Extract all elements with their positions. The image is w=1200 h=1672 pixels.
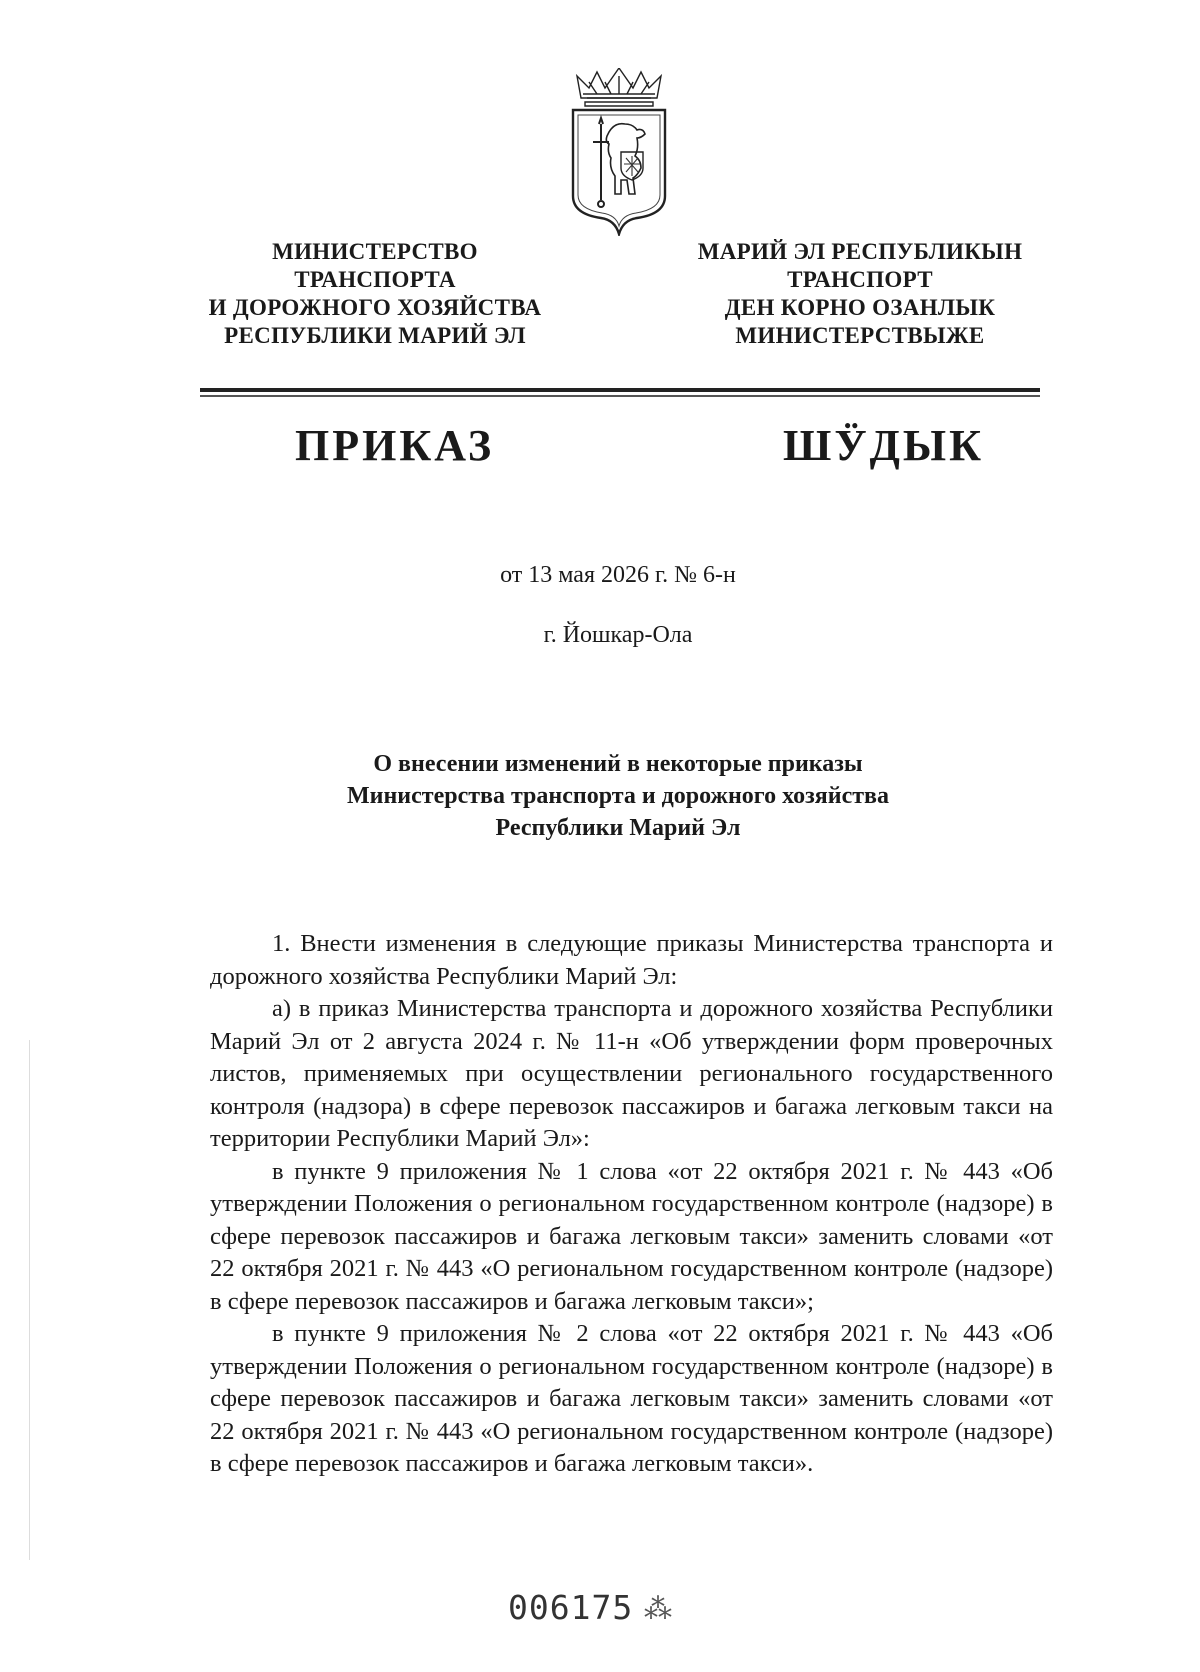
ministry-name-line: РЕСПУБЛИКИ МАРИЙ ЭЛ bbox=[224, 323, 526, 348]
ministry-name-line: ДЕН КОРНО ОЗАНЛЫК bbox=[724, 295, 996, 320]
header-divider-thick bbox=[200, 388, 1040, 392]
body-paragraph: в пункте 9 приложения № 1 слова «от 22 октября 2021 г. № 443 «Об утверждении Положения о региональном государственном контроле (надзоре) в сфере перевозок пассажиров и багажа легковым такси» заменить словами «от 22 октября 2021 г. № 443 «О региональном государственном контроле (надзоре) в сфере перевозок пассажиров и багажа легковым такси»; bbox=[210, 1157, 1053, 1315]
document-title bbox=[0, 748, 1200, 844]
ministry-name-line: МИНИСТЕРСТВО bbox=[272, 239, 478, 264]
ministry-name-line: ТРАНСПОРТ bbox=[787, 267, 933, 292]
order-word-mari: ШӰДЫК bbox=[783, 421, 984, 470]
coat-of-arms-icon bbox=[567, 68, 671, 236]
ministry-name-mari bbox=[655, 238, 1065, 350]
serial-number: 006175 bbox=[508, 1588, 634, 1627]
body-paragraph: в пункте 9 приложения № 2 слова «от 22 октября 2021 г. № 443 «Об утверждении Положения о региональном государственном контроле (надзоре) в сфере перевозок пассажиров и багажа легковым такси» заменить словами «от 22 октября 2021 г. № 443 «О региональном государственном контроле (надзоре) в сфере перевозок пассажиров и багажа легковым такси». bbox=[210, 1320, 1053, 1477]
ministry-name-russian bbox=[180, 238, 570, 350]
ministry-name-line: МИНИСТЕРСТВЫЖЕ bbox=[735, 323, 985, 348]
order-word-russian: ПРИКАЗ bbox=[295, 421, 495, 470]
ministry-name-line: ТРАНСПОРТА bbox=[294, 267, 456, 292]
document-body bbox=[210, 928, 1053, 1481]
header-divider-thin bbox=[200, 395, 1040, 397]
body-paragraph: 1. Внести изменения в следующие приказы Министерства транспорта и дорожного хозяйства Республики Марий Эл: bbox=[210, 930, 1053, 990]
body-paragraph: а) в приказ Министерства транспорта и дорожного хозяйства Республики Марий Эл от 2 августа 2024 г. № 11-н «Об утверждении форм проверочных листов, применяемых при осуществлении регионального государственного контроля (надзора) в сфере перевозок пассажиров и багажа легковым такси на территории Республики Марий Эл»: bbox=[210, 995, 1053, 1152]
ministry-name-line: И ДОРОЖНОГО ХОЗЯЙСТВА bbox=[208, 295, 542, 320]
order-date-number: от 13 мая 2026 г. № 6-н bbox=[500, 562, 736, 588]
order-city: г. Йошкар-Ола bbox=[543, 622, 693, 648]
document-title-line: Республики Марий Эл bbox=[495, 815, 741, 841]
document-title-line: О внесении изменений в некоторые приказы bbox=[373, 751, 863, 777]
document-title-line: Министерства транспорта и дорожного хозяйства bbox=[346, 783, 890, 809]
serial-mark-icon: ⁂ bbox=[644, 1594, 672, 1625]
scan-margin-line bbox=[29, 1040, 30, 1560]
ministry-name-line: МАРИЙ ЭЛ РЕСПУБЛИКЫН bbox=[697, 239, 1023, 264]
